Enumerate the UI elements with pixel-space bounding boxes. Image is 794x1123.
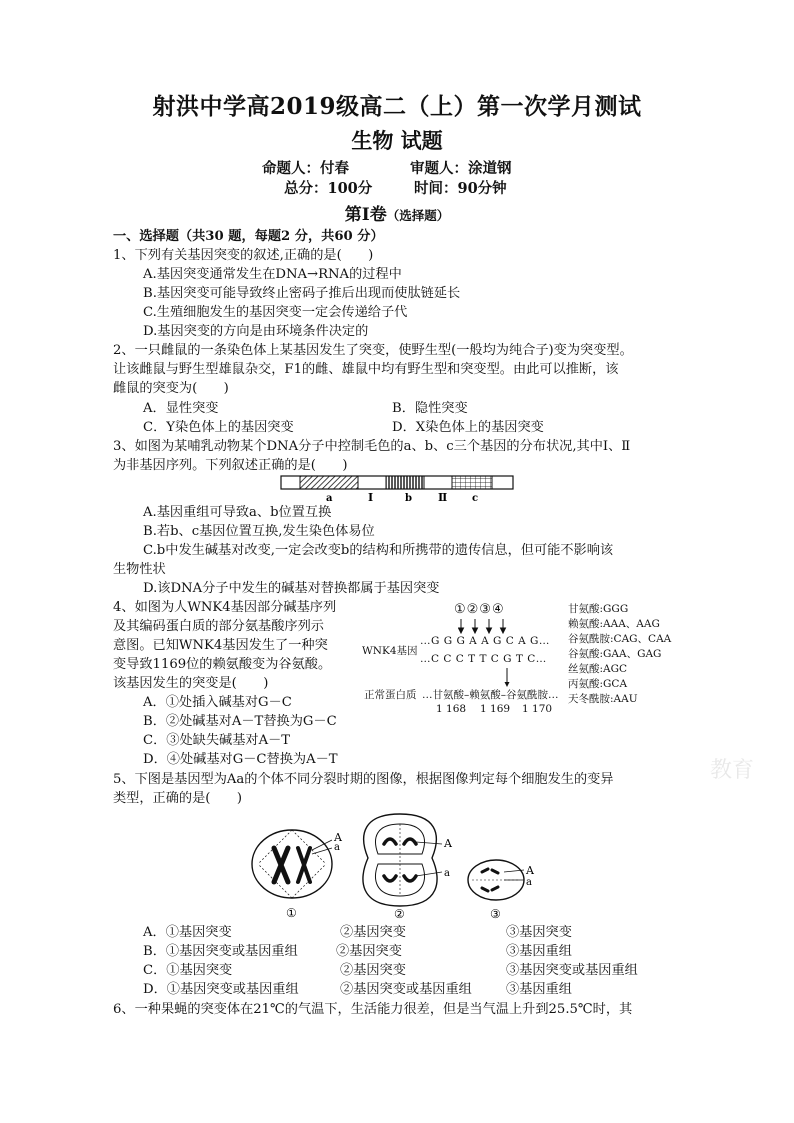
section-title-main: 第Ⅰ卷 (344, 205, 387, 225)
cell3-label-A: A (526, 864, 534, 877)
gene-a-block (300, 476, 358, 489)
cell3-label-a: a (526, 877, 532, 888)
dna-segment-figure (280, 474, 516, 504)
position-1168: 1 168 (436, 703, 467, 715)
watermark: 教育 (710, 758, 755, 783)
q3-stem-line2: 为非基因序列。下列叙述正确的是( ) (113, 458, 348, 473)
cell1-number: ① (286, 906, 297, 920)
q2-option-d: D．X染色体上的基因突变 (392, 420, 544, 435)
marker-arrows (458, 618, 518, 634)
codon-ala: 丙氨酸:GCA (568, 678, 628, 690)
exam-subject: 生物 试题 (351, 128, 443, 153)
section-title (0, 206, 794, 226)
q2-option-b: B．隐性突变 (392, 401, 468, 416)
q5-option-d-col2: ②基因突变或基因重组 (340, 982, 472, 997)
q5-option-a-col2: ②基因突变 (340, 925, 406, 940)
part1-heading: 一、选择题（共30 题，每题2 分，共60 分） (113, 229, 384, 244)
q2-option-c: C．Y染色体上的基因突变 (143, 420, 294, 435)
q5-stem-line1: 5、下图是基因型为Aa的个体不同分裂时期的图像，根据图像判定每个细胞发生的变异 (113, 772, 614, 787)
q5-option-c-col2: ②基因突变 (340, 963, 406, 978)
section-title-sub: （选择题） (386, 208, 450, 223)
protein-sequence: …甘氨酸–赖氨酸–谷氨酰胺… (422, 689, 559, 701)
exam-title: 射洪中学高2019级高二（上）第一次学月测试 (152, 93, 642, 120)
codon-asn: 天冬酰胺:AAU (568, 693, 638, 705)
q4-stem-line5: 该基因发生的突变是( ) (113, 676, 269, 691)
q1-option-d: D.基因突变的方向是由环境条件决定的 (143, 324, 369, 339)
q4-option-c: C．③处缺失碱基对A－T (143, 733, 291, 748)
q4-option-a: A．①处插入碱基对G－C (143, 695, 292, 710)
label-ii: Ⅱ (438, 491, 448, 504)
score-label: 总分：100分 (284, 180, 373, 197)
q3-option-c-line1: C.b中发生碱基对改变,一定会改变b的结构和所携带的遗传信息，但可能不影响该 (143, 543, 614, 558)
q5-option-a-col3: ③基因突变 (506, 925, 572, 940)
q4-option-d: D．④处碱基对G－C替换为A－T (143, 752, 338, 767)
cell2-label-a: a (444, 868, 450, 879)
q1-option-c: C.生殖细胞发生的基因突变一定会传递给子代 (143, 305, 408, 320)
q4-stem-line4: 变导致1169位的赖氨酸变为谷氨酸。 (113, 657, 332, 672)
position-1170: 1 170 (522, 703, 553, 715)
q5-option-c-col3: ③基因突变或基因重组 (506, 963, 638, 978)
label-a: a (326, 493, 333, 504)
cell-1 (252, 830, 332, 898)
codon-lys: 赖氨酸:AAA、AAG (568, 618, 660, 630)
cell2-number: ② (394, 907, 405, 921)
q4-stem-line1: 4、如图为人WNK4基因部分碱基序列 (113, 600, 337, 615)
translation-arrow (502, 668, 512, 688)
cell1-label-A: A (334, 831, 342, 844)
q3-option-a: A.基因重组可导致a、b位置互换 (143, 505, 332, 520)
q5-option-d-col3: ③基因重组 (506, 982, 572, 997)
wnk4-figure (362, 602, 682, 717)
q4-stem-line2: 及其编码蛋白质的部分氨基酸序列示 (113, 619, 324, 634)
cell-2 (363, 814, 442, 906)
q3-option-b: B.若b、c基因位置互换,发生染色体易位 (143, 524, 375, 539)
mutation-site-markers: ①②③④ (454, 602, 505, 617)
codon-gly: 甘氨酸:GGG (568, 603, 629, 615)
reviewer-label: 审题人：涂道钢 (410, 160, 512, 177)
label-i: Ⅰ (368, 491, 374, 504)
q4-stem-line3: 意图。已知WNK4基因发生了一种突 (113, 638, 328, 653)
q2-option-a: A．显性突变 (143, 401, 219, 416)
cell-division-figure (246, 810, 546, 922)
q6-stem: 6、一种果蝇的突变体在21℃的气温下，生活能力很差，但是当气温上升到25.5℃时，其 (113, 1002, 633, 1017)
q5-option-d-col1: D．①基因突变或基因重组 (143, 982, 299, 997)
q5-stem-line2: 类型，正确的是( ) (113, 791, 242, 806)
cell1-label-a: a (334, 842, 340, 853)
q1-option-b: B.基因突变可能导致终止密码子推后出现而使肽链延长 (143, 286, 461, 301)
position-1169: 1 169 (480, 703, 511, 715)
q2-stem-line2: 让该雌鼠与野生型雄鼠杂交，F1的雌、雄鼠中均有野生型和突变型。由此可以推断，该 (113, 362, 619, 377)
q2-stem-line3: 雌鼠的突变为( ) (113, 381, 229, 396)
q5-option-b-col2: ②基因突变 (336, 944, 402, 959)
q1-stem: 1、下列有关基因突变的叙述,正确的是( ) (113, 248, 374, 263)
label-b: b (405, 493, 412, 504)
time-label: 时间：90分钟 (414, 180, 507, 197)
cell-3 (468, 860, 524, 900)
codon-ser: 丝氨酸:AGC (568, 663, 628, 675)
label-c: c (472, 493, 479, 504)
protein-label: 正常蛋白质 (364, 689, 417, 701)
cell2-label-A: A (444, 837, 452, 850)
q3-option-c-line2: 生物性状 (113, 562, 166, 577)
q5-option-b-col3: ③基因重组 (506, 944, 572, 959)
q1-option-a: A.基因突变通常发生在DNA→RNA的过程中 (143, 267, 402, 282)
q3-option-d: D.该DNA分子中发生的碱基对替换都属于基因突变 (143, 581, 440, 596)
q4-option-b: B．②处碱基对A－T替换为G－C (143, 714, 337, 729)
gene-label: WNK4基因 (362, 645, 418, 657)
q2-stem-line1: 2、一只雌鼠的一条染色体上某基因发生了突变，使野生型(一般均为纯合子)变为突变型。 (113, 343, 633, 358)
gene-b-block (386, 476, 424, 489)
cell3-number: ③ (490, 907, 501, 921)
strand-bottom: …C C C T T C G T C… (420, 653, 547, 665)
q5-option-b-col1: B．①基因突变或基因重组 (143, 944, 298, 959)
q5-option-a-col1: A．①基因突变 (143, 925, 232, 940)
q3-stem-line1: 3、如图为某哺乳动物某个DNA分子中控制毛色的a、b、c三个基因的分布状况,其中Ⅰ、Ⅱ (113, 439, 631, 454)
q5-option-c-col1: C．①基因突变 (143, 963, 233, 978)
author-label: 命题人：付春 (262, 160, 349, 177)
codon-gln: 谷氨酰胺:CAG、CAA (568, 633, 672, 645)
gene-c-block (452, 476, 492, 489)
codon-glu: 谷氨酸:GAA、GAG (568, 648, 662, 660)
strand-top: …G G G A A G C A G… (420, 635, 550, 647)
